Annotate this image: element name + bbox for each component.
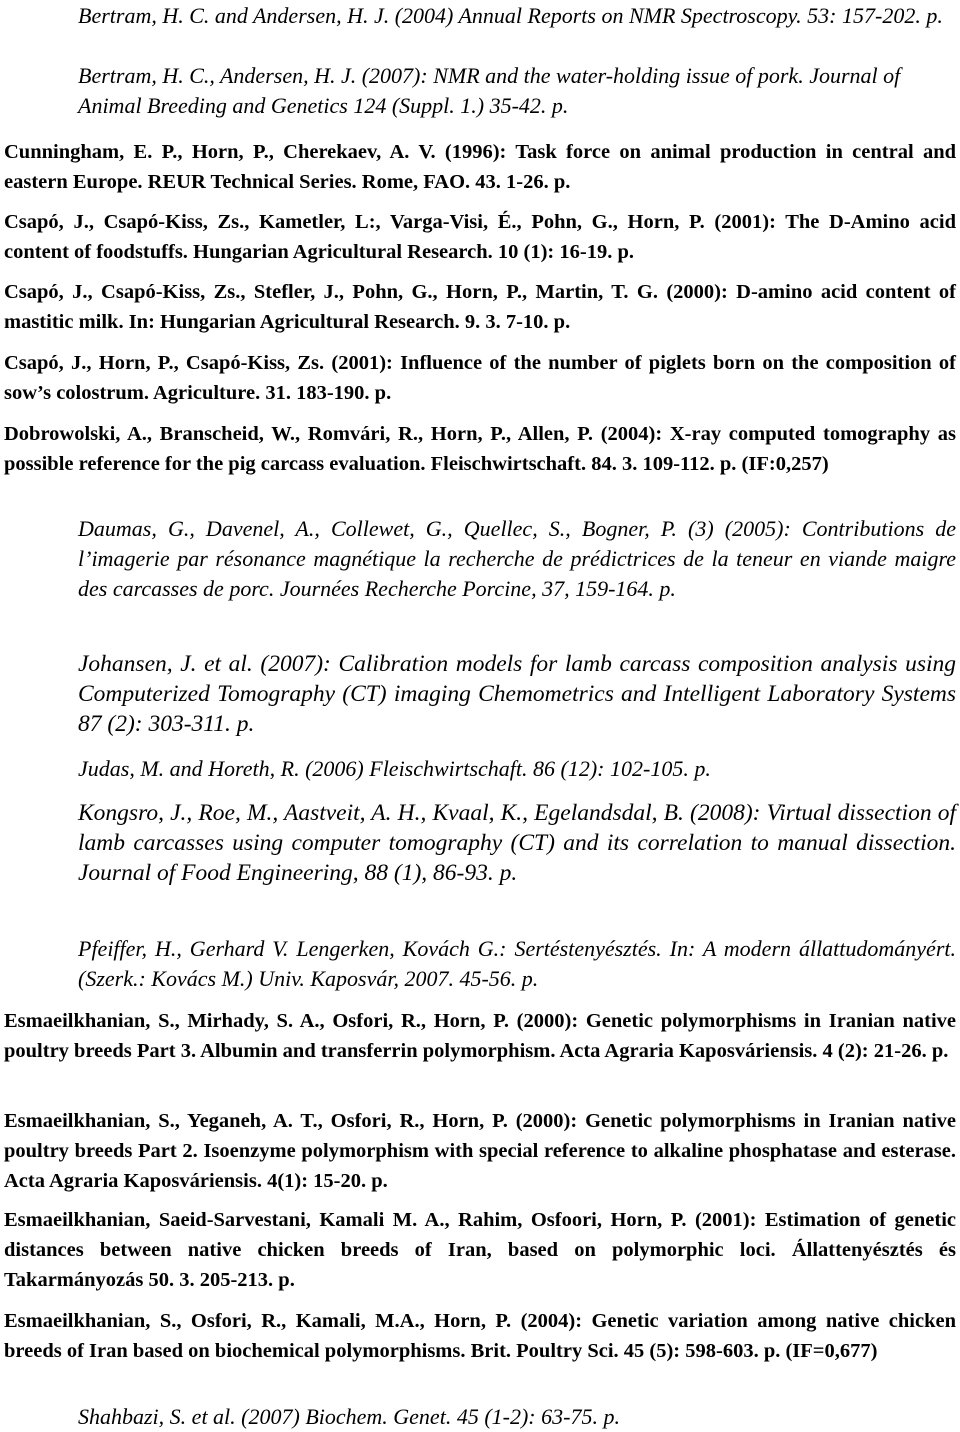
- reference-entry: Esmaeilkhanian, S., Osfori, R., Kamali, M.A., Horn, P. (2004): Genetic variation among native chicken breeds of Iran based on biochemical polymorphisms. Brit. Poultry Sci. 45 (5): 598-603. p. (IF=0,677): [4, 1310, 956, 1362]
- reference-entry: Esmaeilkhanian, S., Mirhady, S. A., Osfori, R., Horn, P. (2000): Genetic polymorphisms in Iranian native poultry breeds Part 3. Albumin and transferrin polymorphism. Acta Agraria Kaposváriensis. 4 (2): 21-26. p.: [4, 1010, 956, 1062]
- reference-entry: Judas, M. and Horeth, R. (2006) Fleischwirtschaft. 86 (12): 102-105. p.: [78, 756, 711, 781]
- reference-entry: Esmaeilkhanian, Saeid-Sarvestani, Kamali M. A., Rahim, Osfoori, Horn, P. (2001): Estimation of genetic distances between native chicken breeds of Iran, based on polymorphic loci. Állattenyésztés és Takarmányozás 50. 3. 205-213. p.: [4, 1209, 956, 1291]
- reference-entry: Bertram, H. C., Andersen, H. J. (2007): NMR and the water-holding issue of pork. Journal of Animal Breeding and Genetics 124 (Suppl. 1.) 35-42. p.: [78, 63, 901, 118]
- reference-entry: Kongsro, J., Roe, M., Aastveit, A. H., Kvaal, K., Egelandsdal, B. (2008): Virtual dissection of lamb carcasses using computer tomography (CT) and its correlation to manual dissection. Journal of Food Engineering, 88 (1), 86-93. p.: [78, 800, 956, 886]
- reference-entry: Pfeiffer, H., Gerhard V. Lengerken, Kovách G.: Sertéstenyésztés. In: A modern állattudományért. (Szerk.: Kovács M.) Univ. Kaposvár, 2007. 45-56. p.: [78, 936, 956, 991]
- reference-entry: Daumas, G., Davenel, A., Collewet, G., Quellec, S., Bogner, P. (3) (2005): Contributions de l’imagerie par résonance magnétique la recherche de prédictrices de la teneur en viande maigre des carcasses de porc. Journées Recherche Porcine, 37, 159-164. p.: [78, 516, 956, 601]
- reference-entry: Csapó, J., Csapó-Kiss, Zs., Kametler, L:, Varga-Visi, É., Pohn, G., Horn, P. (2001): The D-Amino acid content of foodstuffs. Hungarian Agricultural Research. 10 (1): 16-19. p.: [4, 211, 956, 263]
- reference-entry: Dobrowolski, A., Branscheid, W., Romvári, R., Horn, P., Allen, P. (2004): X-ray computed tomography as possible reference for the pig carcass evaluation. Fleischwirtschaft. 84. 3. 109-112. p. (IF:0,257): [4, 423, 956, 475]
- reference-entry: Johansen, J. et al. (2007): Calibration models for lamb carcass composition analysis using Computerized Tomography (CT) imaging Chemometrics and Intelligent Laboratory Systems 87 (2): 303-311. p.: [78, 651, 956, 737]
- reference-entry: Shahbazi, S. et al. (2007) Biochem. Genet. 45 (1-2): 63-75. p.: [78, 1404, 620, 1429]
- reference-entry: Bertram, H. C. and Andersen, H. J. (2004) Annual Reports on NMR Spectroscopy. 53: 157-202. p.: [78, 3, 943, 28]
- reference-entry: Esmaeilkhanian, S., Yeganeh, A. T., Osfori, R., Horn, P. (2000): Genetic polymorphisms in Iranian native poultry breeds Part 2. Isoenzyme polymorphism with special reference to alkaline phosphatase and esterase. Acta Agraria Kaposváriensis. 4(1): 15-20. p.: [4, 1110, 956, 1192]
- reference-entry: Csapó, J., Horn, P., Csapó-Kiss, Zs. (2001): Influence of the number of piglets born on the composition of sow’s colostrum. Agriculture. 31. 183-190. p.: [4, 352, 956, 404]
- reference-entry: Cunningham, E. P., Horn, P., Cherekaev, A. V. (1996): Task force on animal production in central and eastern Europe. REUR Technical Series. Rome, FAO. 43. 1-26. p.: [4, 141, 956, 193]
- reference-entry: Csapó, J., Csapó-Kiss, Zs., Stefler, J., Pohn, G., Horn, P., Martin, T. G. (2000): D-amino acid content of mastitic milk. In: Hungarian Agricultural Research. 9. 3. 7-10. p.: [4, 281, 956, 333]
